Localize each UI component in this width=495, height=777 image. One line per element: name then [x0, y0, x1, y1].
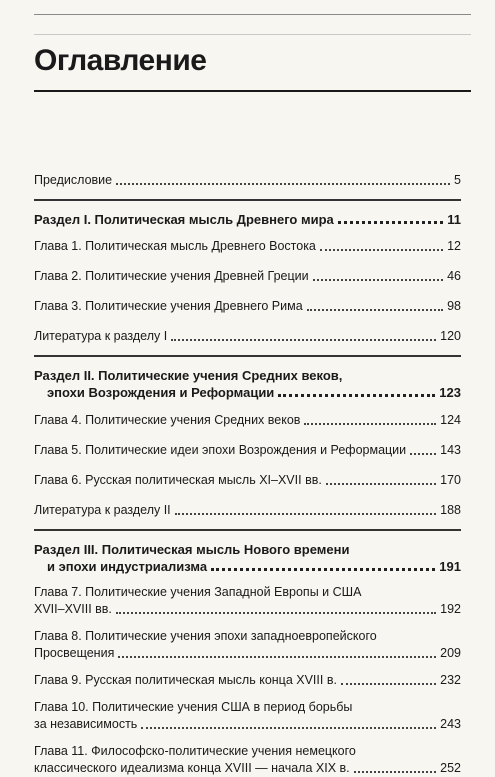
leader-dots [354, 770, 437, 773]
toc-entry-chapter-6[interactable] [34, 472, 461, 489]
leader-dots [326, 482, 436, 485]
entry-page: 243 [440, 717, 461, 731]
leader-dots [338, 220, 443, 224]
leader-dots [171, 338, 436, 341]
entry-label-line-1: Глава 8. Политические учения эпохи западноевропейского [34, 629, 377, 643]
section-page: 191 [439, 559, 461, 574]
section-label-line-1: Раздел II. Политические учения Средних веков, [34, 368, 343, 383]
toc-section-1[interactable] [34, 211, 461, 228]
entry-page: 252 [440, 761, 461, 775]
entry-label-line-1: Глава 10. Политические учения США в период борьбы [34, 700, 353, 714]
entry-page: 120 [440, 329, 461, 343]
toc-entry-literature-1[interactable] [34, 328, 461, 345]
toc-section-3[interactable] [34, 541, 461, 575]
section-label-line-2: и эпохи индустриализма [47, 559, 208, 574]
toc-entry-chapter-9[interactable] [34, 672, 461, 689]
leader-dots [211, 567, 435, 571]
section-divider [34, 199, 461, 201]
leader-dots [341, 682, 436, 685]
title-rule [34, 90, 471, 92]
toc-entry-preface[interactable] [34, 172, 461, 189]
header-rule [34, 14, 471, 15]
section-divider [34, 529, 461, 531]
toc-entry-chapter-8[interactable] [34, 628, 461, 662]
entry-label: Глава 2. Политические учения Древней Греции [34, 269, 309, 283]
section-label-line-2: эпохи Возрождения и Реформации [47, 385, 275, 400]
entry-page: 12 [447, 239, 461, 253]
leader-dots [141, 726, 436, 729]
entry-label-line-2: классического идеализма конца XVIII — начала XIX в. [34, 761, 350, 775]
entry-page: 143 [440, 443, 461, 457]
leader-dots [116, 611, 436, 614]
entry-page: 46 [447, 269, 461, 283]
entry-label: Глава 3. Политические учения Древнего Рима [34, 299, 303, 313]
leader-dots [307, 308, 443, 311]
entry-label-line-2: XVII–XVIII вв. [34, 602, 112, 616]
entry-label: Глава 9. Русская политическая мысль конца XVIII в. [34, 673, 337, 687]
toc-section-2[interactable] [34, 367, 461, 401]
toc-entry-chapter-2[interactable] [34, 268, 461, 285]
section-page: 11 [447, 212, 461, 227]
section-divider [34, 355, 461, 357]
leader-dots [304, 422, 436, 425]
entry-page: 124 [440, 413, 461, 427]
toc-entry-chapter-1[interactable] [34, 238, 461, 255]
entry-page: 5 [454, 173, 461, 187]
toc-entry-literature-2[interactable] [34, 502, 461, 519]
entry-page: 192 [440, 602, 461, 616]
entry-label: Глава 6. Русская политическая мысль XI–XVII вв. [34, 473, 322, 487]
entry-label: Литература к разделу II [34, 503, 171, 517]
section-label-line-1: Раздел III. Политическая мысль Нового времени [34, 542, 350, 557]
toc-entry-chapter-7[interactable] [34, 584, 461, 618]
entry-page: 170 [440, 473, 461, 487]
entry-page: 209 [440, 646, 461, 660]
header-rule-thin [34, 34, 471, 35]
section-label: Раздел I. Политическая мысль Древнего мира [34, 212, 334, 227]
entry-label-line-1: Глава 7. Политические учения Западной Европы и США [34, 585, 362, 599]
leader-dots [278, 393, 435, 397]
entry-label: Глава 1. Политическая мысль Древнего Востока [34, 239, 316, 253]
entry-label: Предисловие [34, 173, 113, 187]
entry-page: 232 [440, 673, 461, 687]
toc-entry-chapter-3[interactable] [34, 298, 461, 315]
entry-label-line-2: Просвещения [34, 646, 115, 660]
entry-label-line-2: за независимость [34, 717, 138, 731]
leader-dots [410, 452, 436, 455]
toc-entry-chapter-4[interactable] [34, 412, 461, 429]
toc-entry-chapter-11[interactable] [34, 743, 461, 777]
entry-page: 188 [440, 503, 461, 517]
entry-label: Глава 4. Политические учения Средних веков [34, 413, 301, 427]
leader-dots [175, 512, 436, 515]
entry-label-line-1: Глава 11. Философско-политические учения немецкого [34, 744, 356, 758]
toc-entry-chapter-10[interactable] [34, 699, 461, 733]
page-title: Оглавление [34, 44, 207, 77]
entry-label: Литература к разделу I [34, 329, 168, 343]
leader-dots [320, 248, 443, 251]
toc-entry-chapter-5[interactable] [34, 442, 461, 459]
leader-dots [116, 182, 450, 185]
leader-dots [118, 655, 436, 658]
entry-page: 98 [447, 299, 461, 313]
entry-label: Глава 5. Политические идеи эпохи Возрождения и Реформации [34, 443, 407, 457]
table-of-contents [34, 172, 461, 777]
section-page: 123 [439, 385, 461, 400]
leader-dots [313, 278, 443, 281]
